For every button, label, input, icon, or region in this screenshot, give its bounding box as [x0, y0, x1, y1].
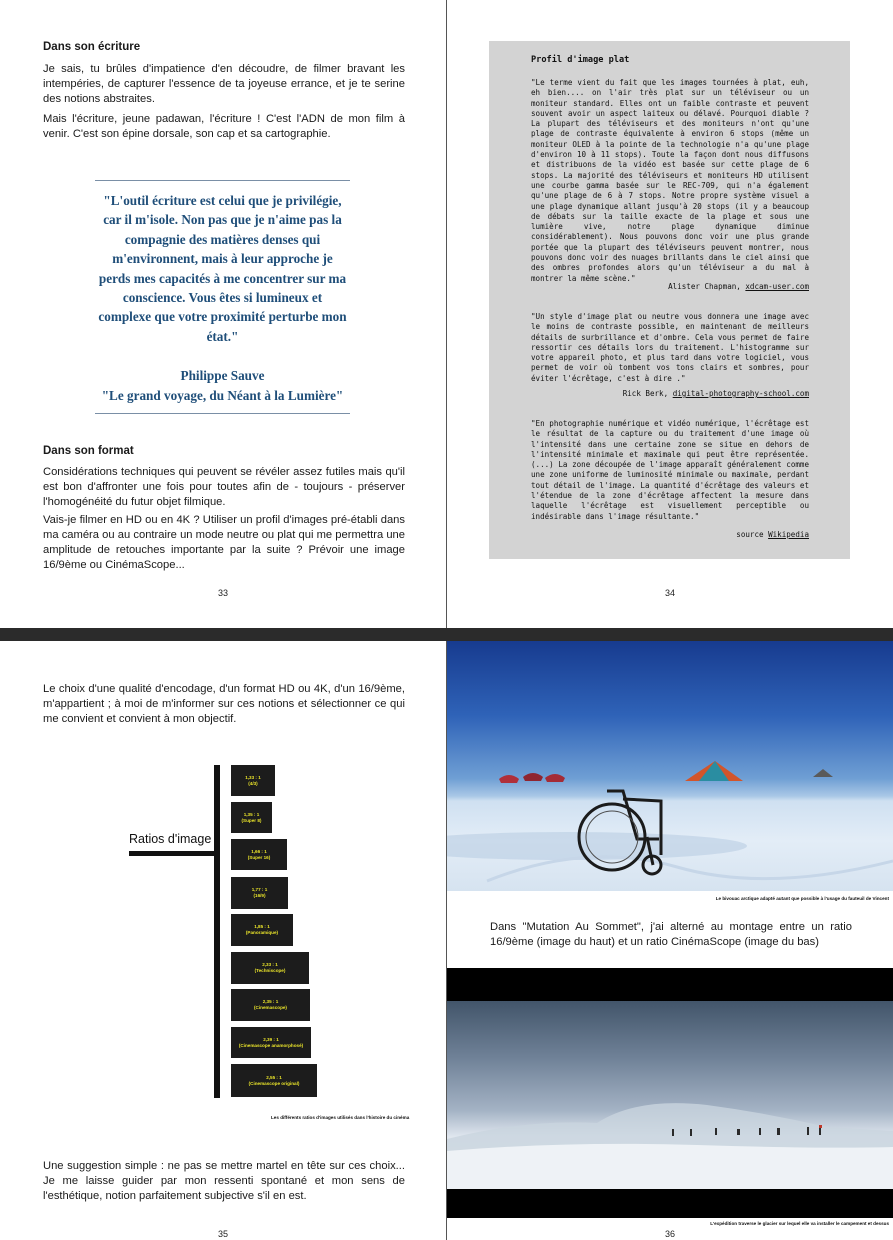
ratio-box: [231, 989, 310, 1021]
box-source: [668, 282, 809, 291]
photo-caption: Le bivouac arctique adapté autant que possible à l'usage du fauteuil de Vincent: [715, 896, 889, 901]
box-quote: "Un style d'image plat ou neutre vous donnera une image avec le moins de contraste possible, en maintenant de meilleurs détails de surbrillance et d'ombre. Cela vous permet de faire ressortir ces détails lors du traitement. L'histogramme sur votre appareil photo, et plus tard dans votre logiciel, vous permet de voir où tombent vos tons clairs et sombres, pour éviter l'écrêtage, c'est à dire .": [531, 312, 809, 383]
paragraph: Vais-je filmer en HD ou en 4K ? Utiliser un profil d'images pré-établi dans ma caméra ou au contraire un mode neutre ou plat qui me permettra une amplitude de retouches importante par la suite ? Prévoir une image 16/9ème ou CinémaScope...: [43, 514, 405, 571]
page-34: [447, 0, 893, 628]
ratio-value: 1,35 : 1: [243, 811, 260, 817]
ratio-name: (4/3): [248, 780, 258, 786]
ratio-value: 2,33 : 1: [262, 962, 278, 967]
photo-illustration: [447, 641, 893, 891]
source-name: source: [736, 530, 764, 539]
quote-author: Philippe Sauve: [180, 368, 265, 384]
ratio-name: (Panoramique): [245, 930, 279, 935]
box-source: [736, 530, 809, 539]
source-link[interactable]: xdcam-user.com: [745, 282, 809, 291]
source-name: Alister Chapman,: [668, 282, 741, 291]
page-35: [0, 641, 446, 1240]
page-number: 34: [664, 588, 675, 598]
page-36: [447, 641, 893, 1240]
ratio-box: [231, 1027, 311, 1058]
source-link[interactable]: Wikipedia: [768, 530, 809, 539]
ratio-box: [231, 802, 272, 833]
pull-quote: [95, 180, 350, 414]
info-box: [489, 41, 850, 559]
photo-illustration: [447, 1001, 893, 1189]
ratio-box: [231, 914, 293, 946]
source-name: Rick Berk,: [622, 389, 669, 398]
quote-text: "L'outil écriture est celui que je privilégie, car il m'isole. Non pas que je n'aime pas la compagnie des matières denses qui m'environnent, mais à leur approche je perds mes capacités à me concentrer sur ma conscience. Vous êtes si lumineux et complexe que votre proximité perturbe mon état.": [98, 193, 347, 344]
paragraph: Dans "Mutation Au Sommet", j'ai alterné au montage entre un ratio 16/9ème (image du haut) et un ratio CinémaScope (image du bas): [490, 921, 852, 948]
ratio-name: (Super 16): [247, 854, 271, 860]
ratio-name: (Cinemascope anamorphosé): [238, 1042, 304, 1048]
diagram-horizontal-bar: [129, 851, 217, 856]
ratio-name: (16/9): [253, 893, 266, 898]
ratio-value: 2,55 : 1: [266, 1074, 282, 1080]
ratio-box: [231, 839, 287, 870]
box-source: [623, 389, 809, 398]
ratio-box: [231, 877, 288, 909]
section-heading-format: Dans son format: [43, 445, 134, 457]
paragraph: Je sais, tu brûles d'impatience d'en découdre, de filmer bravant les intempéries, de capturer l'essence de ta joyeuse errance, et je te serine des notions abstraites.: [43, 63, 405, 105]
diagram-label: Ratios d'image: [129, 832, 212, 846]
diagram-caption: Les différents ratios d'images utilisés dans l'histoire du cinéma: [271, 1115, 410, 1120]
page-number: 36: [664, 1229, 675, 1239]
paragraph: Une suggestion simple : ne pas se mettre martel en tête sur ces choix... Je me laisse guider par mon ressenti spontané et mon sens de l'esthétique, notion parfaitement subjective s'il en est.: [43, 1160, 405, 1202]
page-number: 33: [217, 588, 228, 598]
ratio-value: 1,85 : 1: [254, 924, 270, 929]
photo-caption: L'expédition traverse le glacier sur lequel elle va installer le campement et dessus: [710, 1221, 889, 1226]
paragraph: Le choix d'une qualité d'encodage, d'un format HD ou 4K, d'un 16/9ème, m'appartient ; à moi de m'informer sur ces notions et sélectionner ce qui me convient et convient à mon objectif.: [43, 683, 405, 725]
box-title: Profil d'image plat: [531, 55, 630, 65]
diagram-vertical-bar: [214, 765, 220, 1098]
page-33: [0, 0, 446, 628]
quote-work: "Le grand voyage, du Néant à la Lumière": [101, 387, 344, 403]
ratio-name: (Super 8): [241, 817, 262, 823]
ratio-box: [231, 952, 309, 984]
paragraph: Mais l'écriture, jeune padawan, l'écriture ! C'est l'ADN de mon film à venir. C'est son épine dorsale, son cap et sa cartographie.: [43, 113, 405, 140]
ratio-value: 1,33 : 1: [245, 774, 261, 780]
ratio-value: 1,66 : 1: [251, 848, 267, 854]
ratio-box: [231, 1064, 317, 1097]
ratio-name: (Cinemascope): [254, 1005, 287, 1010]
ratio-value: 2,39 : 1: [263, 1036, 279, 1042]
ratio-name: (Cinemascope original): [248, 1080, 300, 1086]
ratio-box: [231, 765, 275, 796]
box-quote: "Le terme vient du fait que les images tournées à plat, euh, eh bien.... on l'air très plat sur un téléviseur ou un moniteur standard. Elles ont un faible contraste et peuvent souvent avoir un aspect laiteux ou délavé. Pourquoi diable ? La plupart des téléviseurs et des moniteurs n'ont qu'une plage de contraste équivalente à environ 6 stops (même un moniteur OLED à la pointe de la technologie n'a qu'une plage d'environ 10 à 11 stops). Toute la façon dont nous diffusons et distribuons de la vidéo est basée sur cette plage de 6 stops. La majorité des téléviseurs et moniteurs HD utilisent une courbe gamma basée sur le REC-709, qui n'a également qu'une plage de 6 à 7 stops. Notre propre système visuel a une plage dynamique allant jusqu'à 20 stops (il y a beaucoup de débats sur la taille exacte de la plage et sous une lumière vive, notre plage dynamique diminue considérablement). Nous pouvons donc voir une plus grande portée que la plupart des téléviseurs peuvent montrer, nous pouvons donc voir des nuages brillants dans le ciel ainsi que des ombres profondes alors qu'un téléviseur a du mal à montrer la même scène.": [531, 78, 809, 283]
section-heading-ecriture: Dans son écriture: [43, 41, 141, 53]
box-quote: "En photographie numérique et vidéo numérique, l'écrêtage est le résultat de la capture ou du traitement d'une image où l'intensité dans une certaine zone se situe en dehors de l'intensité minimale et maximale qui peut être représentée. (...) La zone découpée de l'image apparaît généralement comme une zone uniforme de luminosité minimale ou maximale, perdant tout détail de l'image. La quantité d'écrêtage des valeurs et l'étendue de la zone d'écrêtage affectent la mesure dans laquelle l'écrêtage est visuellement perceptible ou indésirable dans l'image résultante.": [531, 419, 809, 521]
page-number: 35: [217, 1229, 228, 1239]
photo-arctic-camp-wheelchair: [447, 641, 893, 891]
ratio-name: (Techniscope): [254, 968, 286, 973]
photo-glacier-expedition: [447, 1001, 893, 1189]
paragraph: Considérations techniques qui peuvent se révéler assez futiles mais qu'il est bon d'affronter une fois pour toutes afin de - toujours - préserver l'homogénéité du futur objet filmique.: [43, 466, 405, 508]
ratio-value: 1,77 : 1: [251, 887, 268, 892]
source-link[interactable]: digital-photography-school.com: [672, 389, 809, 398]
spread-divider: [0, 628, 893, 641]
ratio-value: 2,35 : 1: [262, 999, 279, 1004]
